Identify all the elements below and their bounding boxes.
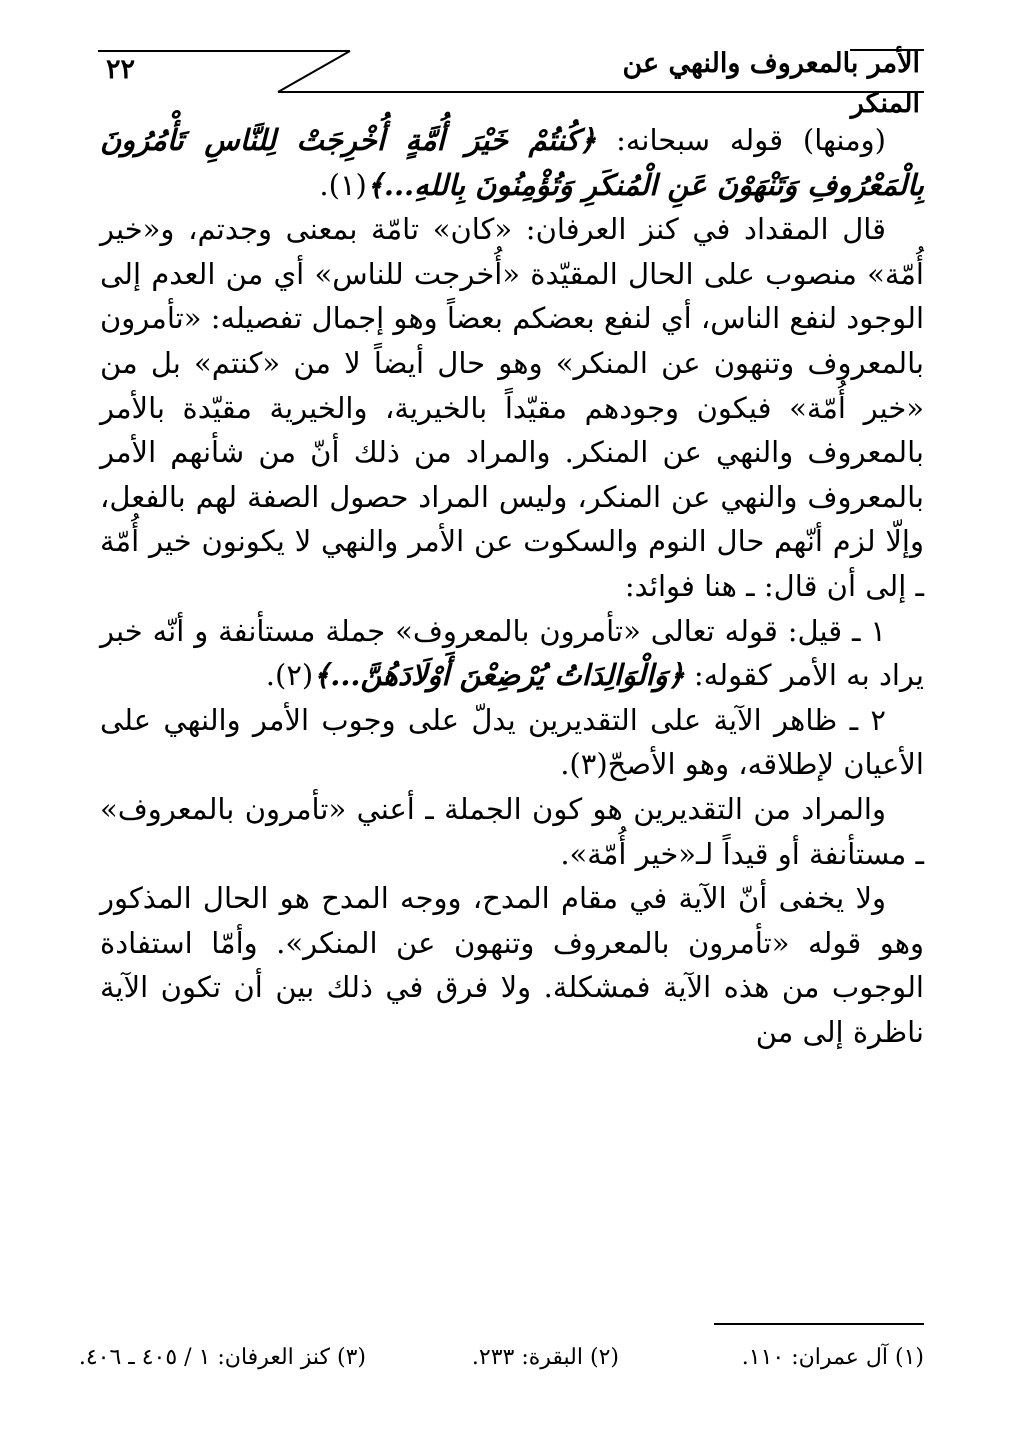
- footnote-reference: (٢).: [265, 658, 314, 693]
- paragraph: [100, 118, 924, 207]
- footnote-1: (١) آل عمران: ١١٠.: [741, 1345, 924, 1370]
- footnote-2: (٢) البقرة: ٢٣٣.: [471, 1345, 619, 1370]
- paragraph: [100, 609, 924, 698]
- paragraph: والمراد من التقديرين هو كون الجملة ـ أعني «تأمرون بالمعروف» ـ مستأنفة أو قيداً لـ«خير أُمّة».: [100, 791, 924, 871]
- page-number: ٢٢: [106, 54, 136, 85]
- paragraph-text: (ومنها) قوله سبحانه:: [596, 123, 886, 157]
- quran-quote: ﴿وَالْوَالِدَاتُ يُرْضِعْنَ أَوْلَادَهُنَّ...﴾: [313, 658, 685, 693]
- chapter-title: الأمر بالمعروف والنهي عن المنكر: [622, 48, 920, 119]
- paragraph-text: ١ ـ قيل: قوله تعالى «تأمرون بالمعروف» جملة مستأنفة و أنّه خبر يراد به الأمر كقوله:: [100, 613, 924, 693]
- running-header: [98, 40, 924, 119]
- paragraph: ٢ ـ ظاهر الآية على التقديرين يدلّ على وجوب الأمر والنهي على الأعيان لإطلاقه، وهو الأصحّ(٣).: [100, 702, 924, 782]
- quran-quote: ﴿كُنتُمْ خَيْرَ أُمَّةٍ أُخْرِجَتْ لِلنَّاسِ تَأْمُرُونَ بِالْمَعْرُوفِ وَتَنْهَوْنَ عَنِ الْمُنكَرِ وَتُؤْمِنُونَ بِاللهِ...﴾: [100, 123, 924, 202]
- paragraph: قال المقداد في كنز العرفان: «كان» تامّة بمعنى وجدتم، و«خير أُمّة» منصوب على الحال المقيّدة «أُخرجت للناس» أي من العدم إلى الوجود لنفع الناس، أي لنفع بعضكم بعضاً وهو إجمال تفصيله: «تأمرون بالمعروف وتنهون عن المنكر» وهو حال أيضاً لا من «كنتم» بل من «خير أُمّة» فيكون وجودهم مقيّداً بالخيرية، والخيرية مقيّدة بالأمر بالمعروف والنهي عن المنكر. والمراد من ذلك أنّ من شأنهم الأمر بالمعروف والنهي عن المنكر، وليس المراد حصول الصفة لهم بالفعل، وإلّا لزم أنّهم حال النوم والسكوت عن الأمر والنهي لا يكونون خير أُمّة ـ إلى أن قال: ـ هنا فوائد:: [100, 212, 924, 603]
- paragraph: ولا يخفى أنّ الآية في مقام المدح، ووجه المدح هو الحال المذكور وهو قوله «تأمرون بالمعروف وتنهون عن المنكر». وأمّا استفادة الوجوب من هذه الآية فمشكلة. ولا فرق في ذلك بين أن تكون الآية ناظرة إلى من: [100, 881, 924, 1049]
- footnote-3: (٣) كنز العرفان: ١ / ٤٠٥ ـ ٤٠٦.: [78, 1345, 366, 1370]
- footnote-separator: [714, 1323, 924, 1325]
- footnote-reference: (١).: [319, 167, 367, 202]
- main-text: [100, 118, 924, 1054]
- footnotes: [78, 1343, 924, 1379]
